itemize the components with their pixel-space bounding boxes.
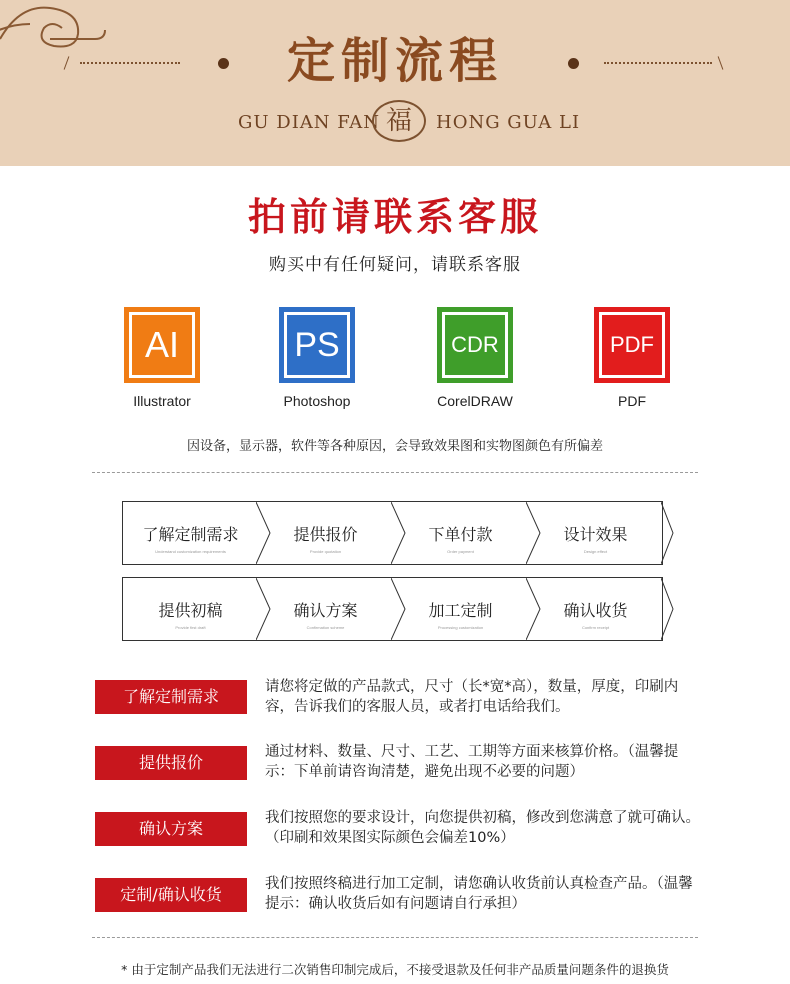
software-name: Illustrator	[133, 393, 191, 409]
step-description: 我们按照您的要求设计，向您提供初稿，修改到您满意了就可确认。（印刷和效果图实际颜色会偏差10%）	[265, 810, 700, 846]
header-banner	[0, 0, 790, 166]
page-heading: 拍前请联系客服	[247, 195, 542, 239]
flow-step: 了解定制需求 Understand customization requirements	[142, 525, 239, 554]
step-description: 通过材料、数量、尺寸、工艺、工期等方面来核算价格。（温馨提示：下单前请咨询清楚，避免出现不必要的问题）	[265, 744, 679, 780]
step-tag: 提供报价	[95, 746, 247, 780]
step-description: 我们按照终稿进行加工定制，请您确认收货前认真检查产品。（温馨提示：确认收货后如有问题请自行承担）	[265, 876, 693, 912]
illustrator-icon: AI	[124, 307, 200, 383]
page-subheading: 购买中有任何疑问，请联系客服	[269, 255, 521, 275]
color-difference-note: 因设备，显示器，软件等各种原因，会导致效果图和实物图颜色有所偏差	[186, 439, 603, 454]
flow-step: 加工定制 Processing customization	[428, 601, 493, 630]
flow-step: 下单付款 Order payment	[428, 525, 493, 554]
pdf-icon: PDF	[594, 307, 670, 383]
photoshop-icon: PS	[279, 307, 355, 383]
dotted-divider-right	[604, 62, 712, 64]
bullet-dot-right	[568, 58, 579, 69]
process-flow-row-1	[122, 501, 663, 565]
banner-subtitle-right: HONG GUA LI	[436, 112, 581, 133]
software-pdf	[562, 307, 702, 409]
process-flow-row-2	[122, 577, 663, 641]
flow-step: 设计效果 Design effect	[563, 525, 628, 554]
software-coreldraw	[405, 307, 545, 409]
step-tag: 确认方案	[95, 812, 247, 846]
software-illustrator	[92, 307, 232, 409]
software-name: CorelDRAW	[437, 393, 513, 409]
software-name: Photoshop	[283, 393, 351, 409]
software-list	[0, 307, 790, 417]
flow-step: 确认方案 Confirmation scheme	[293, 601, 358, 630]
chevron-right-icon	[661, 502, 681, 564]
chevron-right-icon	[661, 578, 681, 640]
software-photoshop	[247, 307, 387, 409]
fu-seal: 福	[372, 100, 426, 142]
footnote: * 由于定制产品我们无法进行二次销售印制完成后，不接受退款及任何非产品质量问题条件的退换货	[121, 962, 669, 977]
banner-subtitle-left: GU DIAN FAN	[238, 112, 380, 133]
flow-step: 确认收货 Confirm receipt	[563, 601, 628, 630]
step-tag: 了解定制需求	[95, 680, 247, 714]
dashed-divider	[92, 937, 698, 938]
step-description: 请您将定做的产品款式，尺寸（长*宽*高），数量，厚度，印刷内容，告诉我们的客服人员，或者打电话给我们。	[265, 679, 679, 715]
flow-step: 提供初稿 Provide first draft	[158, 601, 223, 630]
step-tag: 定制/确认收货	[95, 878, 247, 912]
coreldraw-icon: CDR	[437, 307, 513, 383]
banner-title: 定制流程	[286, 33, 503, 89]
dashed-divider	[92, 472, 698, 473]
flow-step: 提供报价 Provide quotation	[293, 525, 358, 554]
software-name: PDF	[618, 393, 646, 409]
